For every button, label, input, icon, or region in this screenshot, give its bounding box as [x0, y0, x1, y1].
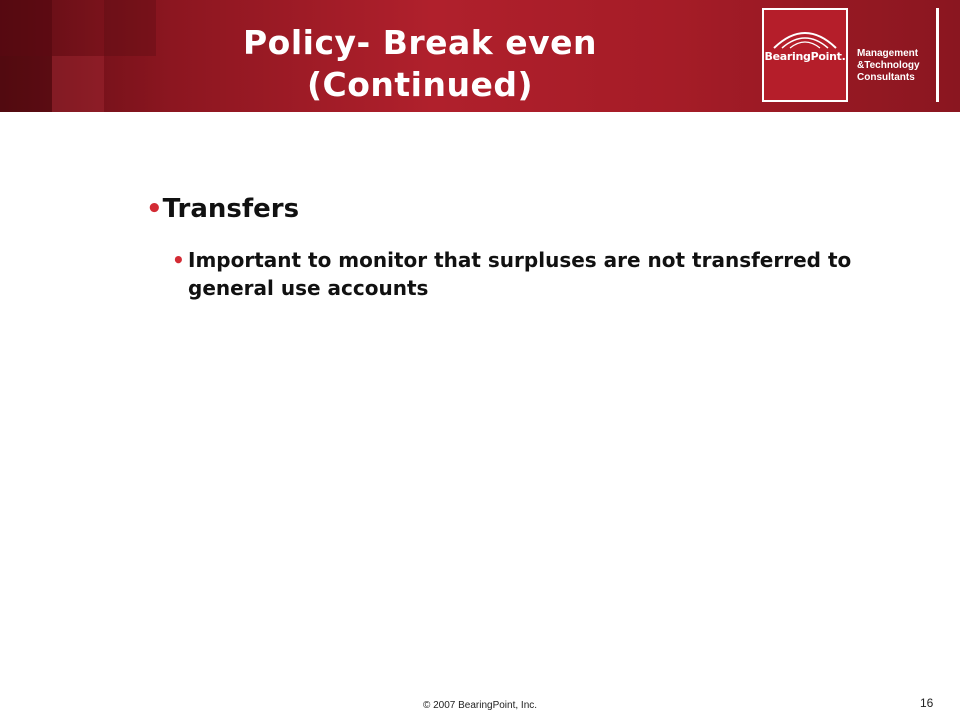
bullet-label: Transfers — [162, 194, 300, 224]
slide-title — [180, 22, 660, 106]
header-decor-block — [104, 0, 156, 56]
sub-bullet-text: Important to monitor that surpluses are not transferred to general use accounts — [188, 248, 852, 300]
header-divider — [936, 8, 939, 102]
bullet-item — [146, 194, 299, 224]
slide-title-line2: (Continued) — [306, 65, 534, 104]
header-decor-block — [0, 0, 52, 56]
bullet-dot-icon: • — [146, 194, 163, 224]
tagline-line: Consultants — [857, 72, 915, 83]
bearingpoint-logo — [762, 8, 848, 102]
header-decor-block — [0, 56, 52, 112]
logo-arc-icon — [770, 24, 840, 50]
tagline-line: &Technology — [857, 60, 920, 71]
header-decor-block — [52, 56, 104, 112]
logo-name: BearingPoint. — [764, 50, 846, 63]
logo-tagline — [857, 48, 937, 84]
sub-bullet-item — [172, 246, 892, 302]
slide-header — [0, 0, 960, 112]
slide-title-line1: Policy- Break even — [242, 23, 598, 62]
page-number: 16 — [920, 696, 934, 710]
tagline-line: Management — [857, 48, 919, 59]
footer-copyright: © 2007 BearingPoint, Inc. — [422, 700, 538, 711]
bullet-dot-icon: • — [172, 248, 185, 272]
